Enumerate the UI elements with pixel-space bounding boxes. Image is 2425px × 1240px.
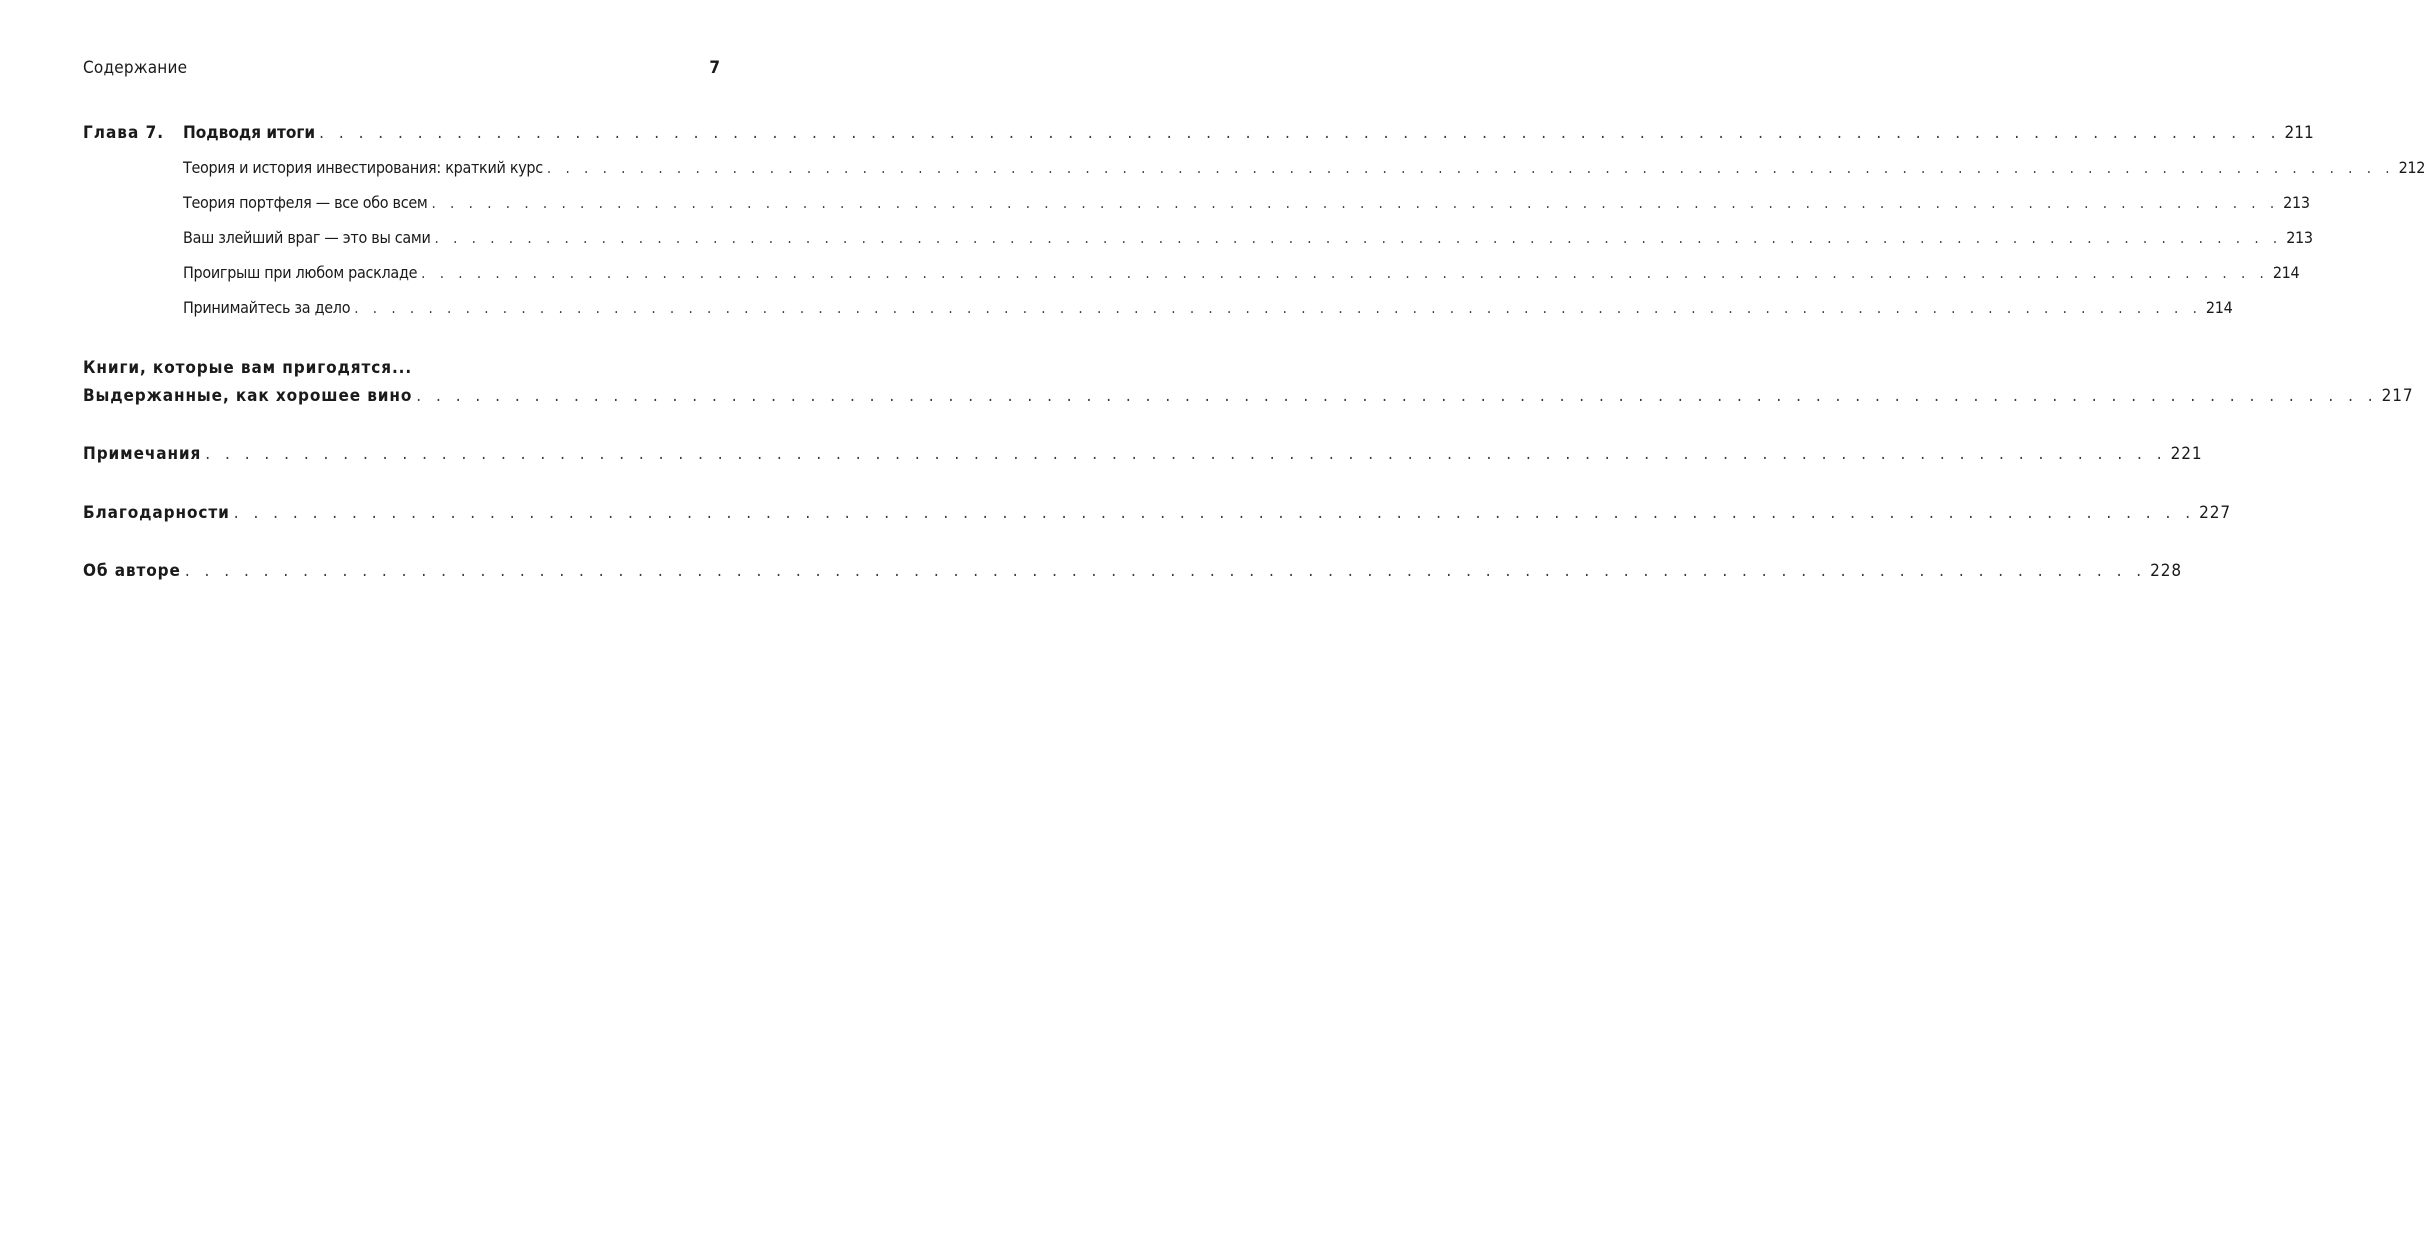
toc-entry-section[interactable]: [183, 263, 2300, 282]
dot-leader: . . . . . . . . . . . . . . . . . . . . . . . . . . . . . . . . . . . . . . . . . . . . . . . . . . . . . . . . . . . . . . . . . . . . . . . . . . . . . . . . . . . . . . . . . . . . . . . . . . . .: [184, 561, 2147, 581]
toc-entry-chapter-7[interactable]: [183, 123, 2314, 143]
acknowledgments-title: Благодарности: [83, 503, 230, 523]
toc-entry-section[interactable]: [183, 228, 2313, 247]
chapter-number: Глава 7.: [83, 123, 165, 143]
section-title: Проигрыш при любом раскладе: [183, 263, 418, 282]
dot-leader: . . . . . . . . . . . . . . . . . . . . . . . . . . . . . . . . . . . . . . . . . . . . . . . . . . . . . . . . . . . . . . . . . . . . . . . . . . . . . . . . . . . . . . . . . . . . . . . . . . . .: [233, 503, 2196, 523]
toc-entry-notes[interactable]: [83, 444, 2203, 464]
toc-entry-section[interactable]: [183, 298, 2233, 317]
notes-title: Примечания: [83, 444, 202, 464]
section-title: Теория портфеля — все обо всем: [183, 193, 428, 212]
acknowledgments-page: 227: [2199, 503, 2231, 523]
dot-leader: . . . . . . . . . . . . . . . . . . . . . . . . . . . . . . . . . . . . . . . . . . . . . . . . . . . . . . . . . . . . . . . . . . . . . . . . . . . . . . . . . . . . . . . . . . . . . . . . . . . .: [205, 444, 2167, 464]
section-title: Теория и история инвестирования: краткий курс: [183, 158, 543, 177]
toc-entry-books[interactable]: [83, 386, 2414, 406]
chapter-title: Подводя итоги: [183, 123, 316, 143]
running-head-title: Содержание: [83, 58, 188, 78]
section-page: 213: [2283, 193, 2310, 212]
about-author-page: 228: [2150, 561, 2183, 581]
section-page: 214: [2205, 298, 2233, 317]
toc-entry-section[interactable]: [183, 158, 2425, 177]
dot-leader: . . . . . . . . . . . . . . . . . . . . . . . . . . . . . . . . . . . . . . . . . . . . . . . . . . . . . . . . . . . . . . . . . . . . . . . . . . . . . . . . . . . . . . . . . . . . . . . . . . . .: [319, 123, 2281, 143]
dot-leader: . . . . . . . . . . . . . . . . . . . . . . . . . . . . . . . . . . . . . . . . . . . . . . . . . . . . . . . . . . . . . . . . . . . . . . . . . . . . . . . . . . . . . . . . . . . . . . . . . . . .: [354, 299, 2202, 317]
running-head: [83, 58, 720, 82]
toc-entry-acknowledgments[interactable]: [83, 503, 2231, 523]
section-page: 212: [2398, 158, 2425, 177]
section-title: Ваш злейший враг — это вы сами: [183, 228, 431, 247]
dot-leader: . . . . . . . . . . . . . . . . . . . . . . . . . . . . . . . . . . . . . . . . . . . . . . . . . . . . . . . . . . . . . . . . . . . . . . . . . . . . . . . . . . . . . . . . . . . . . . . . . . . .: [421, 264, 2269, 282]
notes-page: 221: [2170, 444, 2203, 464]
toc-entry-section[interactable]: [183, 193, 2310, 212]
dot-leader: . . . . . . . . . . . . . . . . . . . . . . . . . . . . . . . . . . . . . . . . . . . . . . . . . . . . . . . . . . . . . . . . . . . . . . . . . . . . . . . . . . . . . . . . . . . . . . . . . . . .: [431, 194, 2280, 212]
page-number: 7: [709, 58, 720, 78]
dot-leader: . . . . . . . . . . . . . . . . . . . . . . . . . . . . . . . . . . . . . . . . . . . . . . . . . . . . . . . . . . . . . . . . . . . . . . . . . . . . . . . . . . . . . . . . . . . . . . . . . . . .: [434, 229, 2283, 247]
toc-entry-about-author[interactable]: [83, 561, 2183, 581]
books-title-line-1[interactable]: Книги, которые вам пригодятся...: [83, 358, 413, 378]
books-page: 217: [2381, 386, 2414, 406]
chapter-page: 211: [2284, 123, 2314, 143]
section-page: 214: [2272, 263, 2300, 282]
books-title-line-2: Выдержанные, как хорошее вино: [83, 386, 413, 406]
section-page: 213: [2286, 228, 2313, 247]
dot-leader: . . . . . . . . . . . . . . . . . . . . . . . . . . . . . . . . . . . . . . . . . . . . . . . . . . . . . . . . . . . . . . . . . . . . . . . . . . . . . . . . . . . . . . . . . . . . . . . . . . . .: [416, 386, 2378, 406]
section-title: Принимайтесь за дело: [183, 298, 351, 317]
about-author-title: Об авторе: [83, 561, 181, 581]
dot-leader: . . . . . . . . . . . . . . . . . . . . . . . . . . . . . . . . . . . . . . . . . . . . . . . . . . . . . . . . . . . . . . . . . . . . . . . . . . . . . . . . . . . . . . . . . . . . . . . . . . . .: [546, 159, 2395, 177]
